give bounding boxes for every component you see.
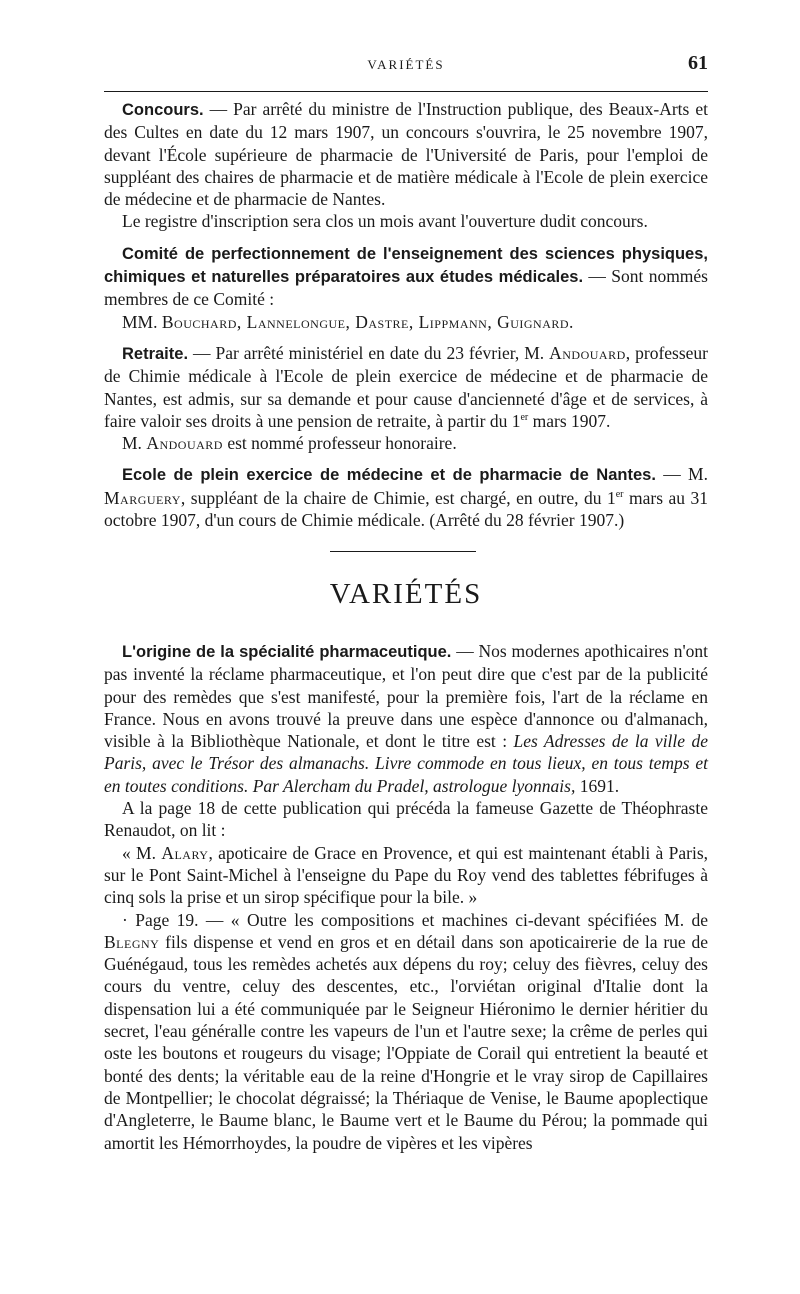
- varietes-paragraph-2: A la page 18 de cette publication qui précéda la fameuse Gazette de Théophraste Renaudot, on lit :: [104, 798, 708, 841]
- concours-title: Concours.: [122, 101, 204, 119]
- header-rule: [104, 91, 708, 92]
- ecole-paragraph: Ecole de plein exercice de médecine et de pharmacie de Nantes. — M. Marguery, suppléant de la chaire de Chimie, est chargé, en outre, du 1er mars au 31 octobre 1907, d'un cours de Chimie médicale. (Arrêté du 28 février 1907.): [104, 464, 708, 531]
- varietes-paragraph-4: · Page 19. — « Outre les compositions et machines ci-devant spécifiées M. de Blegny fils dispense et vend en gros et en détail dans son apoticairerie de la rue de Guénégaud, tous les remèdes achetés aux dépens du roy; celuy des fièvres, celuy des cours du ventre, celuy des descentes, etc., l'orviétan original d'Italie dont la dispensation lui a été communiquée par le Seigneur Hiéronimo le dernier héritier du secret, l'eau généralle contre les vapeurs de l'un et l'autre sexe; la crême de perles qui oste les boutons et rougeurs du visage; l'Oppiate de Corail qui entretient la beauté et bonté des dents; la véritable eau de la reine d'Hongrie et le vray sirop de Capillaires de Montpellier; le chocolat dégraissé; la Thériaque de Venise, le Baume apoplectique d'Angleterre, le Baume blanc, le Baume vert et le Baume du Pérou; la pommade qui amortit les Hémorrhoydes, la poudre de vipères et les vipères: [104, 909, 708, 1153]
- retraite-honoraire: M. Andouard est nommé professeur honoraire.: [122, 433, 457, 454]
- page-number: 61: [688, 52, 708, 74]
- comite-title: Comité de perfectionnement de l'enseignement des sciences physiques, chimiques et naturelles préparatoires aux études médicales.: [104, 244, 708, 287]
- retraite-paragraph: Retraite. — Par arrêté ministériel en date du 23 février, M. Andouard, professeur de Chimie médicale à l'Ecole de plein exercice de médecine et de pharmacie de Nantes, est admis, sur sa demande et pour cause d'ancienneté d'âge et de services, à faire valoir ses droits à une pension de retraite, à partir du 1er mars 1907.: [104, 342, 709, 431]
- retraite-title: Retraite.: [122, 344, 189, 363]
- running-title: VARIÉTÉS: [367, 57, 445, 72]
- concours-registre: Le registre d'inscription sera clos un mois avant l'ouverture dudit concours.: [122, 211, 648, 232]
- varietes-paragraph-1: L'origine de la spécialité pharmaceutique. — Nos modernes apothicaires n'ont pas inventé la réclame pharmaceutique, et l'on peut dire que c'est par de la publicité pour des remèdes que s'est manifesté, pour la première fois, l'art de la réclame en France. Nous en avons trouvé la preuve dans une espèce d'annonce ou d'almanach, visible à la Bibliothèque Nationale, et dont le titre est : Les Adresses de la ville de Paris, avec le Trésor des almanachs. Livre commode en tous lieux, en tous temps et en toutes conditions. Par Alercham du Pradel, astrologue lyonnais, 1691.: [104, 641, 708, 796]
- varietes-paragraph-3: « M. Alary, apoticaire de Grace en Provence, et qui est maintenant établi à Paris, sur le Pont Saint-Michel à l'enseigne du Pape du Roy vend des tablettes fébrifuges à cinq sols la prise et un sirop spécifique pour la bile. »: [104, 842, 709, 908]
- comite-paragraph: Comité de perfectionnement de l'enseignement des sciences physiques, chimiques et naturelles préparatoires aux études médicales. — Sont nommés membres de ce Comité :: [104, 244, 708, 310]
- section-heading: VARIÉTÉS: [329, 578, 483, 610]
- comite-members: MM. Bouchard, Lannelongue, Dastre, Lippmann, Guignard.: [122, 311, 574, 332]
- ecole-title: Ecole de plein exercice de médecine et de pharmacie de Nantes.: [122, 466, 656, 485]
- varietes-article: [104, 640, 708, 1154]
- news-section: [104, 98, 708, 531]
- running-head: [104, 52, 708, 82]
- varietes-article-title: L'origine de la spécialité pharmaceutique.: [122, 643, 452, 661]
- concours-paragraph: Concours. — Par arrêté du ministre de l'Instruction publique, des Beaux-Arts et des Cultes en date du 12 mars 1907, un concours s'ouvrira, le 25 novembre 1907, devant l'École supérieure de pharmacie de l'Université de Paris, pour l'emploi de suppléant des chaires de pharmacie et de matière médicale à l'Ecole de plein exercice de médecine et de pharmacie de Nantes.: [104, 99, 708, 210]
- section-divider: [330, 551, 476, 552]
